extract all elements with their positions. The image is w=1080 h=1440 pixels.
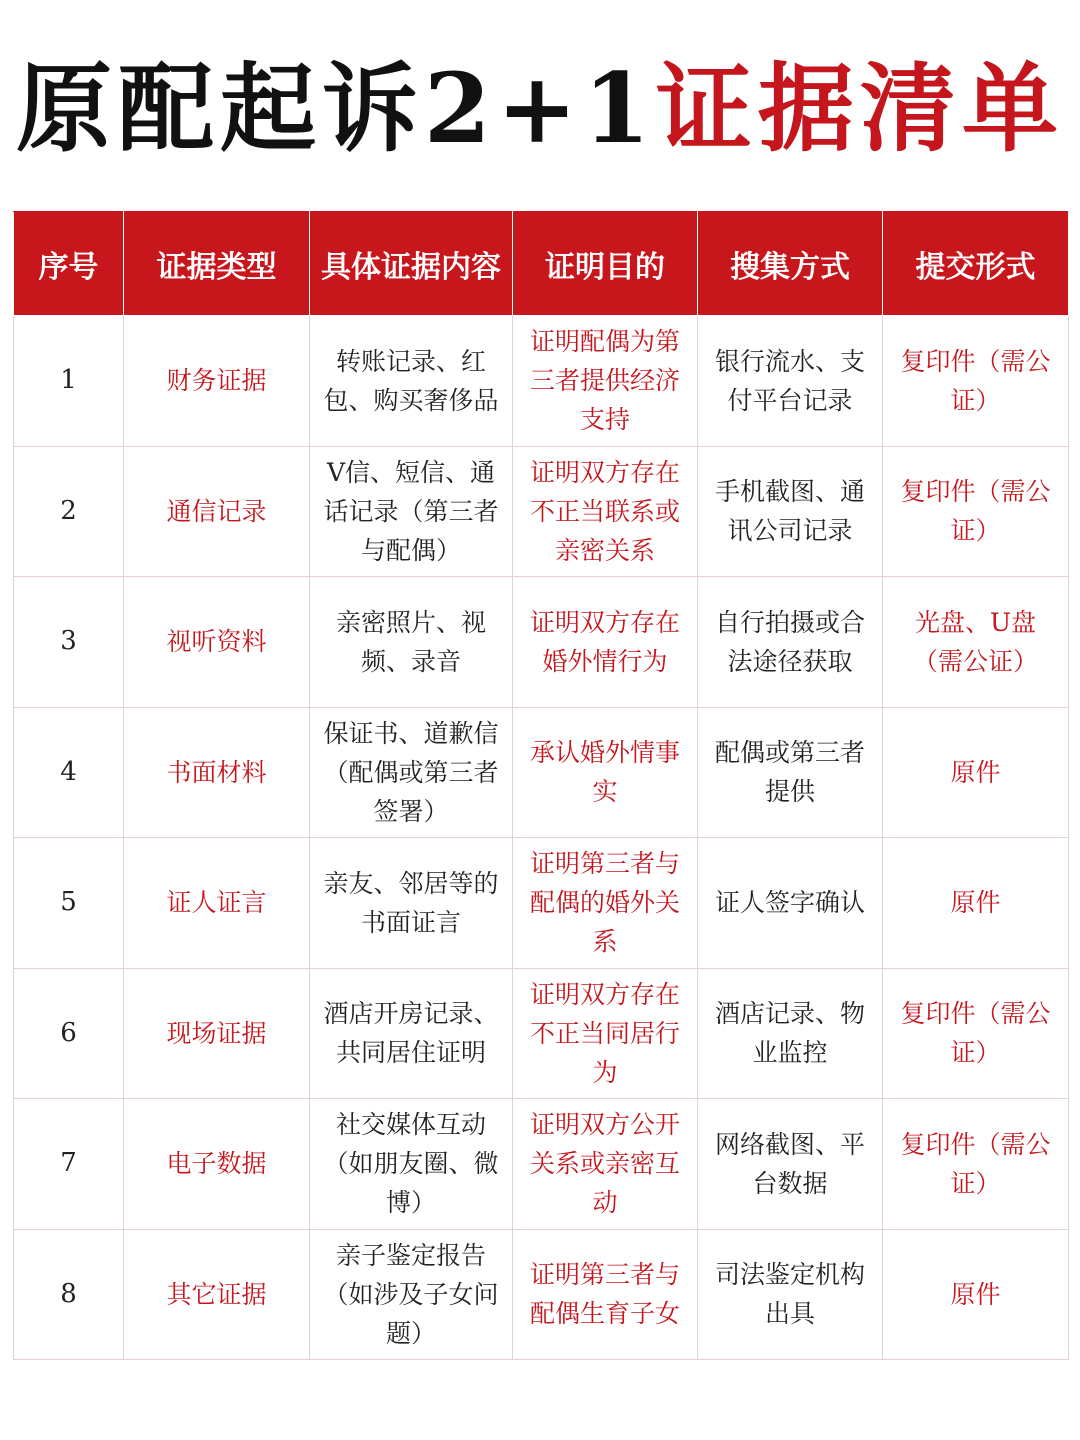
table-row [14,1099,1069,1230]
cell-purpose: 证明双方公开关系或亲密互动 [513,1099,698,1230]
cell-purpose: 证明第三者与配偶的婚外关系 [513,838,698,969]
cell-type: 电子数据 [124,1099,310,1230]
cell-type: 通信记录 [124,446,310,577]
cell-content: 社交媒体互动（如朋友圈、微博） [310,1099,513,1230]
cell-no: 1 [14,316,124,447]
cell-method: 自行拍摄或合法途径获取 [698,577,883,708]
cell-no: 8 [14,1229,124,1360]
cell-no: 2 [14,446,124,577]
cell-method: 配偶或第三者提供 [698,707,883,838]
table-row [14,968,1069,1099]
cell-form: 原件 [883,707,1069,838]
header-content: 具体证据内容 [310,212,513,316]
cell-type: 视听资料 [124,577,310,708]
cell-purpose: 证明双方存在不正当同居行为 [513,968,698,1099]
table-header-row [14,212,1069,316]
table-row [14,707,1069,838]
cell-type: 其它证据 [124,1229,310,1360]
title-black-part: 原配起诉2+1 [15,52,657,165]
cell-type: 现场证据 [124,968,310,1099]
cell-purpose: 证明配偶为第三者提供经济支持 [513,316,698,447]
cell-method: 司法鉴定机构出具 [698,1229,883,1360]
cell-content: 转账记录、红包、购买奢侈品 [310,316,513,447]
cell-purpose: 承认婚外情事实 [513,707,698,838]
cell-method: 网络截图、平台数据 [698,1099,883,1230]
title-red-part: 证据清单 [656,52,1065,165]
header-method: 搜集方式 [698,212,883,316]
cell-form: 复印件（需公证） [883,1099,1069,1230]
cell-purpose: 证明第三者与配偶生育子女 [513,1229,698,1360]
cell-no: 5 [14,838,124,969]
cell-method: 银行流水、支付平台记录 [698,316,883,447]
cell-type: 证人证言 [124,838,310,969]
cell-type: 书面材料 [124,707,310,838]
cell-purpose: 证明双方存在婚外情行为 [513,577,698,708]
header-type: 证据类型 [124,212,310,316]
cell-form: 复印件（需公证） [883,446,1069,577]
table-row [14,1229,1069,1360]
cell-content: 酒店开房记录、共同居住证明 [310,968,513,1099]
header-no: 序号 [14,212,124,316]
cell-content: 保证书、道歉信（配偶或第三者签署） [310,707,513,838]
cell-form: 复印件（需公证） [883,968,1069,1099]
cell-no: 6 [14,968,124,1099]
cell-no: 3 [14,577,124,708]
page-title [0,44,1080,174]
cell-form: 原件 [883,1229,1069,1360]
table-row [14,446,1069,577]
evidence-table [13,211,1069,1360]
cell-no: 7 [14,1099,124,1230]
cell-content: 亲友、邻居等的书面证言 [310,838,513,969]
cell-method: 证人签字确认 [698,838,883,969]
cell-form: 复印件（需公证） [883,316,1069,447]
header-purpose: 证明目的 [513,212,698,316]
cell-type: 财务证据 [124,316,310,447]
cell-form: 光盘、U盘（需公证） [883,577,1069,708]
cell-content: 亲子鉴定报告（如涉及子女问题） [310,1229,513,1360]
table-row [14,316,1069,447]
cell-purpose: 证明双方存在不正当联系或亲密关系 [513,446,698,577]
cell-method: 酒店记录、物业监控 [698,968,883,1099]
cell-method: 手机截图、通讯公司记录 [698,446,883,577]
table-row [14,838,1069,969]
cell-form: 原件 [883,838,1069,969]
cell-no: 4 [14,707,124,838]
cell-content: V信、短信、通话记录（第三者与配偶） [310,446,513,577]
table-row [14,577,1069,708]
header-form: 提交形式 [883,212,1069,316]
cell-content: 亲密照片、视频、录音 [310,577,513,708]
